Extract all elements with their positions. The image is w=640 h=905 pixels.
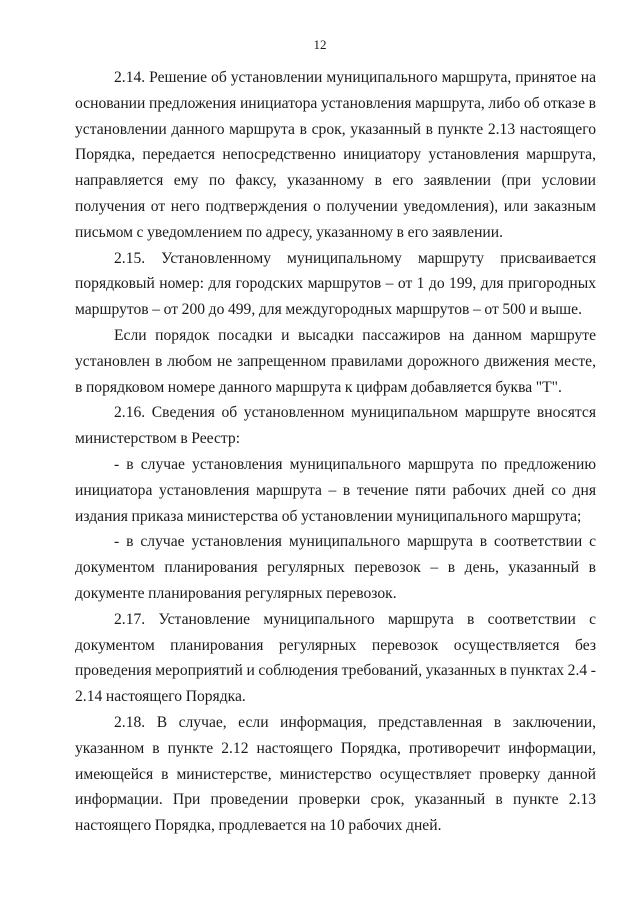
list-item-initiator-case: - в случае установления муниципального маршрута по предложению инициатора установления маршрута – в течение пяти рабочих дней со дня издания приказа министерства об установлении муниципального маршрута; [75, 455, 596, 525]
paragraph-route-letter-t: Если порядок посадки и высадки пассажиров на данном маршруте установлен в любом не запрещенном правилами дорожного движения месте, в порядковом номере данного маршрута к цифрам добавляется буква "Т". [75, 326, 596, 396]
paragraph-2-14: 2.14. Решение об установлении муниципального маршрута, принятое на основании предложения инициатора установления маршрута, либо об отказе в установлении данного маршрута в срок, указанный в пункте 2.13 настоящего Порядка, передается непосредственно инициатору установления маршрута, направляется ему по факсу, указанному в его заявлении (при условии получения от него подтверждения о получении уведомления), или заказным письмом с уведомлением по адресу, указанному в его заявлении. [75, 69, 596, 241]
list-item-planning-document-case: - в случае установления муниципального маршрута в соответствии с документом планирования регулярных перевозок – в день, указанный в документе планирования регулярных перевозок. [75, 533, 596, 602]
page-number: 12 [313, 37, 327, 52]
paragraph-2-15: 2.15. Установленному муниципальному маршруту присваивается порядковый номер: для городских маршрутов – от 1 до 199, для пригородных маршрутов – от 200 до 499, для междугородных маршрутов – от 500 и выше. [75, 249, 596, 319]
paragraph-2-17: 2.17. Установление муниципального маршрута в соответствии с документом планирования регулярных перевозок осуществляется без проведения мероприятий и соблюдения требований, указанных в пунктах 2.4 - 2.14 настоящего Порядка. [75, 610, 596, 706]
paragraph-2-16: 2.16. Сведения об установленном муниципальном маршруте вносятся министерством в Реестр: [75, 404, 596, 448]
paragraph-2-18: 2.18. В случае, если информация, представленная в заключении, указанном в пункте 2.12 настоящего Порядка, противоречит информации, имеющейся в министерстве, министерство осуществляет проверку данной информации. При проведении проверки срок, указанный в пункте 2.13 настоящего Порядка, продлевается на 10 рабочих дней. [75, 713, 596, 835]
document-body [75, 65, 596, 839]
